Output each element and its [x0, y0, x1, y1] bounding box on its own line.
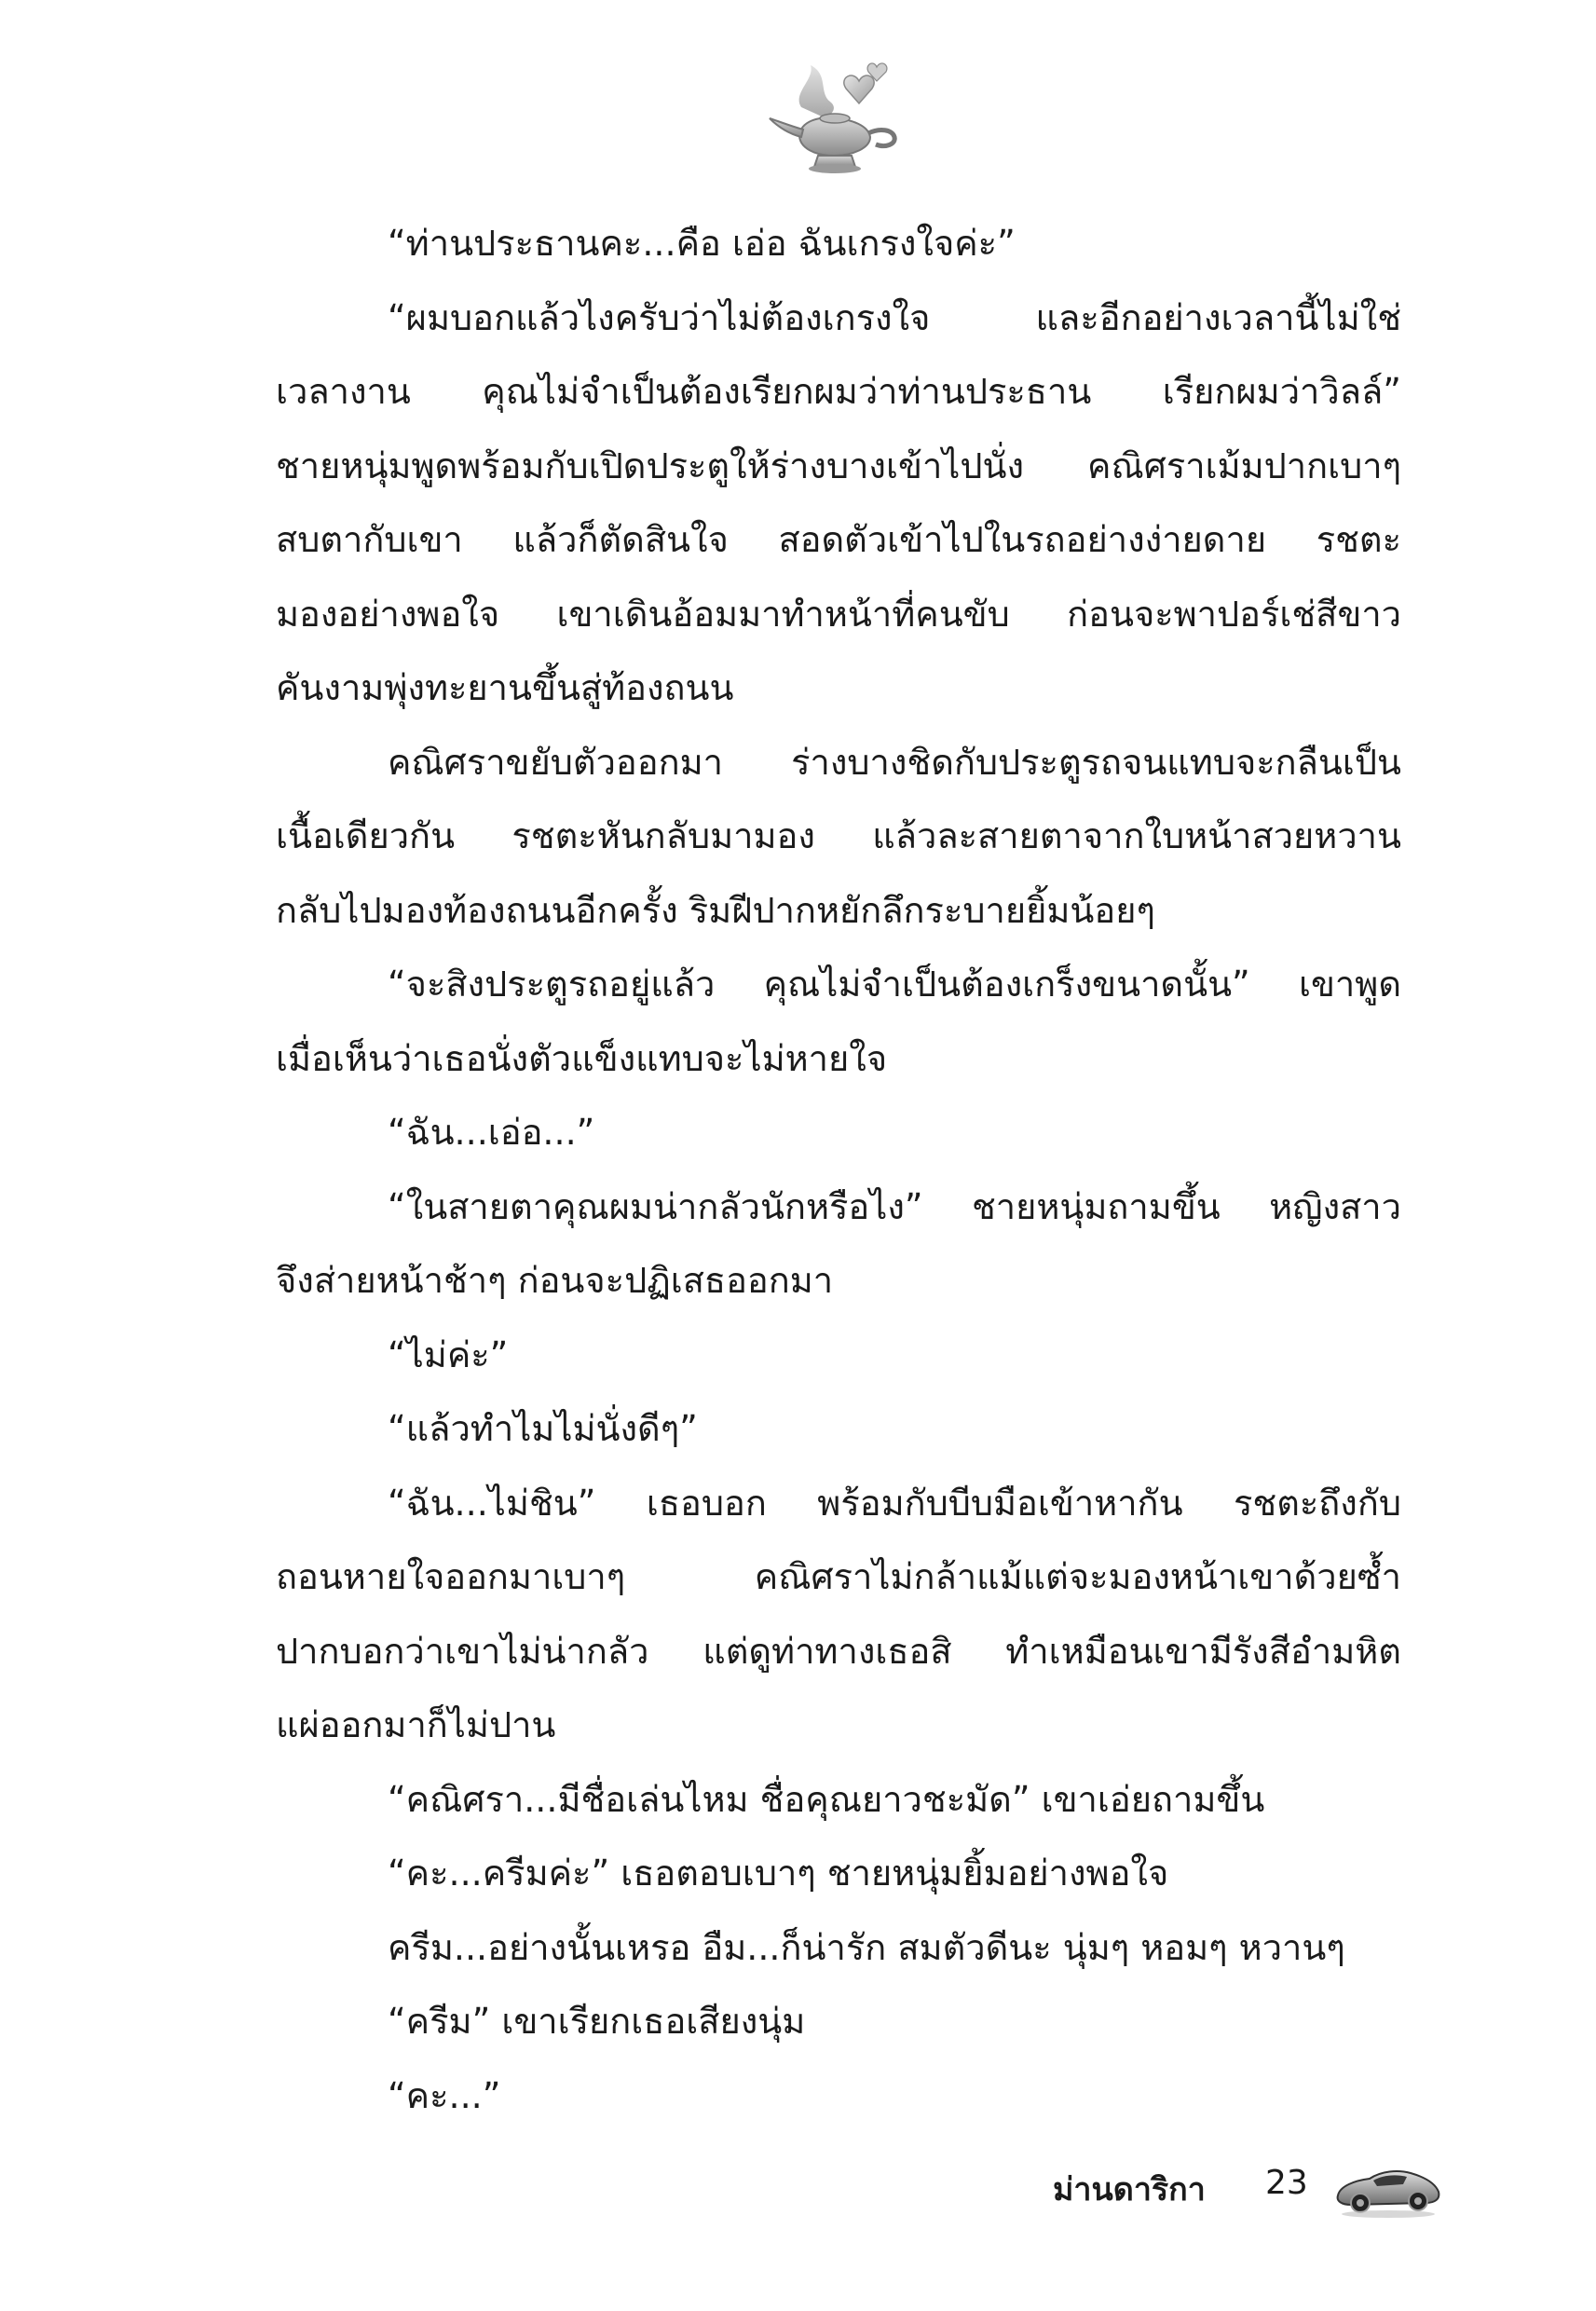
text-line: “ในสายตาคุณผมน่ากลัวนักหรือไง” ชายหนุ่มถามขึ้น หญิงสาว	[388, 1185, 1401, 1227]
text-line: “คะ...”	[388, 2074, 501, 2116]
text-line: เวลางาน คุณไม่จำเป็นต้องเรียกผมว่าท่านประธาน เรียกผมว่าวิลล์”	[276, 371, 1401, 412]
text-line: จึงส่ายหน้าช้าๆ ก่อนจะปฏิเสธออกมา	[276, 1260, 834, 1301]
text-line: ครีม...อย่างนั้นเหรอ อืม...ก็น่ารัก สมตัวดีนะ นุ่มๆ หอมๆ หวานๆ	[388, 1926, 1345, 1968]
text-line: มองอย่างพอใจ เขาเดินอ้อมมาทำหน้าที่คนขับ ก่อนจะพาปอร์เช่สีขาว	[276, 593, 1401, 635]
text-line: เมื่อเห็นว่าเธอนั่งตัวแข็งแทบจะไม่หายใจ	[276, 1037, 888, 1079]
text-line: “คณิศรา...มีชื่อเล่นไหม ชื่อคุณยาวชะมัด” เขาเอ่ยถามขึ้น	[388, 1778, 1265, 1820]
text-line: กลับไปมองท้องถนนอีกครั้ง ริมฝีปากหยักลึกระบายยิ้มน้อยๆ	[276, 889, 1155, 931]
text-line: “แล้วทำไมไม่นั่งดีๆ”	[388, 1408, 698, 1449]
page-footer	[1053, 2143, 1444, 2227]
text-line: สบตากับเขา แล้วก็ตัดสินใจ สอดตัวเข้าไปในรถอย่างง่ายดาย รชตะ	[276, 519, 1401, 560]
text-line: “ครีม” เขาเรียกเธอเสียงนุ่ม	[388, 2001, 806, 2042]
text-line: เนื้อเดียวกัน รชตะหันกลับมามอง แล้วละสายตาจากใบหน้าสวยหวาน	[276, 815, 1401, 856]
text-line: “ฉัน...เอ่อ...”	[388, 1112, 595, 1153]
text-line: คณิศราขยับตัวออกมา ร่างบางชิดกับประตูรถจนแทบจะกลืนเป็น	[388, 741, 1401, 783]
text-line: คันงามพุ่งทะยานขึ้นสู่ท้องถนน	[276, 667, 734, 708]
text-line: “ไม่ค่ะ”	[388, 1333, 509, 1375]
sports-car-icon	[1332, 2154, 1442, 2220]
story-body	[276, 207, 1401, 2133]
text-line: “ฉัน...ไม่ชิน” เธอบอก พร้อมกับบีบมือเข้าหากัน รชตะถึงกับ	[388, 1482, 1401, 1524]
text-line: ถอนหายใจออกมาเบาๆ คณิศราไม่กล้าแม้แต่จะมองหน้าเขาด้วยซ้ำ	[276, 1556, 1401, 1597]
text-line: ชายหนุ่มพูดพร้อมกับเปิดประตูให้ร่างบางเข้าไปนั่ง คณิศราเม้มปากเบาๆ	[276, 444, 1401, 486]
page-number: 23	[1265, 2164, 1308, 2202]
genie-lamp-with-hearts-icon	[764, 51, 904, 177]
book-title: ม่านดาริกา	[1053, 2171, 1206, 2208]
text-line: “ท่านประธานคะ...คือ เอ่อ ฉันเกรงใจค่ะ”	[388, 223, 1016, 264]
text-line: “คะ...ครีมค่ะ” เธอตอบเบาๆ ชายหนุ่มยิ้มอย่างพอใจ	[388, 1853, 1169, 1894]
text-line: แผ่ออกมาก็ไม่ปาน	[276, 1704, 556, 1745]
text-line: “จะสิงประตูรถอยู่แล้ว คุณไม่จำเป็นต้องเกร็งขนาดนั้น” เขาพูด	[388, 964, 1401, 1005]
text-line: ปากบอกว่าเขาไม่น่ากลัว แต่ดูท่าทางเธอสิ ทำเหมือนเขามีรังสีอำมหิต	[276, 1630, 1401, 1672]
text-line: “ผมบอกแล้วไงครับว่าไม่ต้องเกรงใจ และอีกอย่างเวลานี้ไม่ใช่	[388, 296, 1401, 338]
